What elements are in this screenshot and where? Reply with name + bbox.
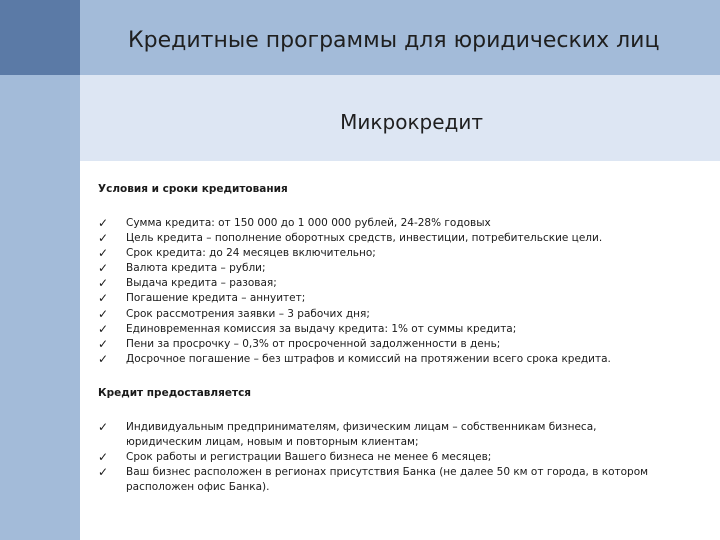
list-item-text: Пени за просрочку – 0,3% от просроченной задолженности в день; [126, 337, 501, 350]
list-item [98, 307, 710, 322]
list-item [98, 420, 658, 450]
eligibility-list [98, 420, 658, 495]
list-item [98, 261, 710, 276]
conditions-heading: Условия и сроки кредитования [98, 183, 288, 195]
checkmark-icon: ✓ [98, 291, 109, 306]
checkmark-icon: ✓ [98, 216, 109, 230]
list-item [98, 465, 658, 495]
list-item [98, 276, 710, 291]
decorative-left-strip [0, 75, 80, 540]
list-item [98, 352, 710, 367]
list-item [98, 216, 710, 231]
list-item [98, 246, 710, 261]
checkmark-icon: ✓ [98, 261, 109, 276]
page-subtitle: Микрокредит [340, 110, 483, 134]
list-item-text: Ваш бизнес расположен в регионах присутствия Банка (не далее 50 км от города, в котором расположен офис Банка). [126, 466, 649, 494]
decorative-corner-block [0, 0, 80, 75]
checkmark-icon: ✓ [98, 419, 109, 434]
list-item-text: Срок рассмотрения заявки – 3 рабочих дня; [126, 307, 370, 320]
checkmark-icon: ✓ [98, 321, 109, 336]
list-item-text: Срок работы и регистрации Вашего бизнеса не менее 6 месяцев; [126, 451, 492, 464]
checkmark-icon: ✓ [98, 231, 109, 246]
checkmark-icon: ✓ [98, 306, 109, 321]
page-title: Кредитные программы для юридических лиц [128, 28, 660, 53]
list-item-text: Цель кредита – пополнение оборотных средств, инвестиции, потребительские цели. [126, 232, 603, 245]
list-item [98, 291, 710, 306]
list-item-text: Погашение кредита – аннуитет; [126, 292, 306, 305]
list-item-text: Валюта кредита – рубли; [126, 262, 266, 275]
checkmark-icon: ✓ [98, 276, 109, 291]
list-item [98, 337, 710, 352]
list-item-text: Срок кредита: до 24 месяцев включительно; [126, 247, 376, 260]
checkmark-icon: ✓ [98, 351, 109, 366]
list-item-text: Досрочное погашение – без штрафов и комиссий на протяжении всего срока кредита. [126, 352, 611, 365]
list-item [98, 322, 710, 337]
content-area [98, 182, 710, 495]
list-item-text: Выдача кредита – разовая; [126, 277, 277, 290]
list-item [98, 231, 710, 246]
checkmark-icon: ✓ [98, 246, 109, 261]
list-item-text: Индивидуальным предпринимателям, физическим лицам – собственникам бизнеса, юридическим лицам, новым и повторным клиентам; [126, 420, 597, 449]
list-item-text: Единовременная комиссия за выдачу кредита: 1% от суммы кредита; [126, 322, 517, 335]
eligibility-heading: Кредит предоставляется [98, 386, 252, 399]
checkmark-icon: ✓ [98, 336, 109, 351]
checkmark-icon: ✓ [98, 465, 109, 480]
list-item-text: Сумма кредита: от 150 000 до 1 000 000 рублей, 24-28% годовых [126, 217, 491, 229]
list-item [98, 450, 658, 465]
checkmark-icon: ✓ [98, 450, 109, 465]
conditions-list [98, 216, 710, 367]
